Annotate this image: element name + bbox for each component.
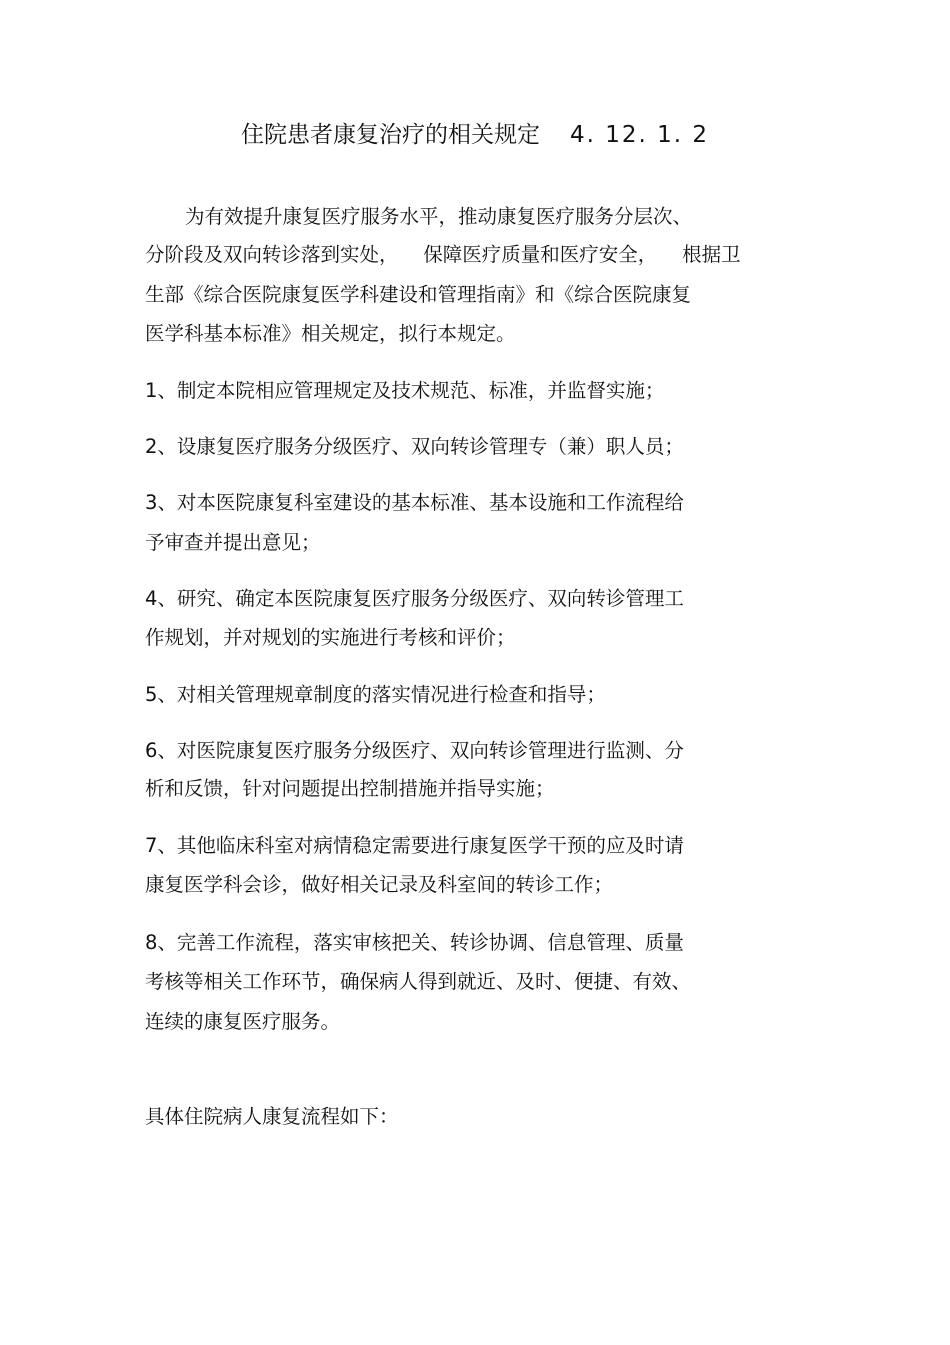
- list-item-line: 连续的康复医疗服务。: [145, 1010, 341, 1033]
- list-item-line: 作规划，并对规划的实施进行考核和评价；: [145, 626, 516, 649]
- intro-line: 医学科基本标准》相关规定，拟行本规定。: [145, 322, 516, 345]
- intro-line: 分阶段及双向转诊落到实处， 保障医疗质量和医疗安全， 根据卫: [145, 243, 741, 266]
- document-title: 住院患者康复治疗的相关规定: [240, 122, 540, 148]
- list-item-line: 析和反馈，针对问题提出控制措施并指导实施；: [145, 777, 555, 800]
- list-item-line: 予审查并提出意见；: [145, 531, 321, 554]
- document-title-line: [0, 118, 950, 152]
- document-code: 4. 12. 1. 2: [569, 122, 710, 148]
- list-item-line: 7、其他临床科室对病情稳定需要进行康复医学干预的应及时请: [145, 834, 684, 857]
- list-item-line: 8、完善工作流程，落实审核把关、转诊协调、信息管理、质量: [145, 931, 684, 954]
- list-item-line: 1、制定本院相应管理规定及技术规范、标准，并监督实施；: [145, 379, 665, 402]
- list-item-line: 4、研究、确定本医院康复医疗服务分级医疗、双向转诊管理工: [145, 587, 684, 610]
- list-item-line: 6、对医院康复医疗服务分级医疗、双向转诊管理进行监测、分: [145, 739, 684, 762]
- list-item-line: 5、对相关管理规章制度的落实情况进行检查和指导；: [145, 683, 606, 706]
- list-item-line: 2、设康复医疗服务分级医疗、双向转诊管理专（兼）职人员；: [145, 435, 684, 458]
- intro-line: 生部《综合医院康复医学科建设和管理指南》和《综合医院康复: [145, 283, 692, 306]
- list-item-line: 考核等相关工作环节，确保病人得到就近、及时、便捷、有效、: [145, 970, 692, 993]
- closing-line: 具体住院病人康复流程如下：: [145, 1105, 399, 1128]
- intro-line: 为有效提升康复医疗服务水平，推动康复医疗服务分层次、: [185, 205, 693, 228]
- list-item-line: 3、对本医院康复科室建设的基本标准、基本设施和工作流程给: [145, 491, 684, 514]
- list-item-line: 康复医学科会诊，做好相关记录及科室间的转诊工作；: [145, 873, 614, 896]
